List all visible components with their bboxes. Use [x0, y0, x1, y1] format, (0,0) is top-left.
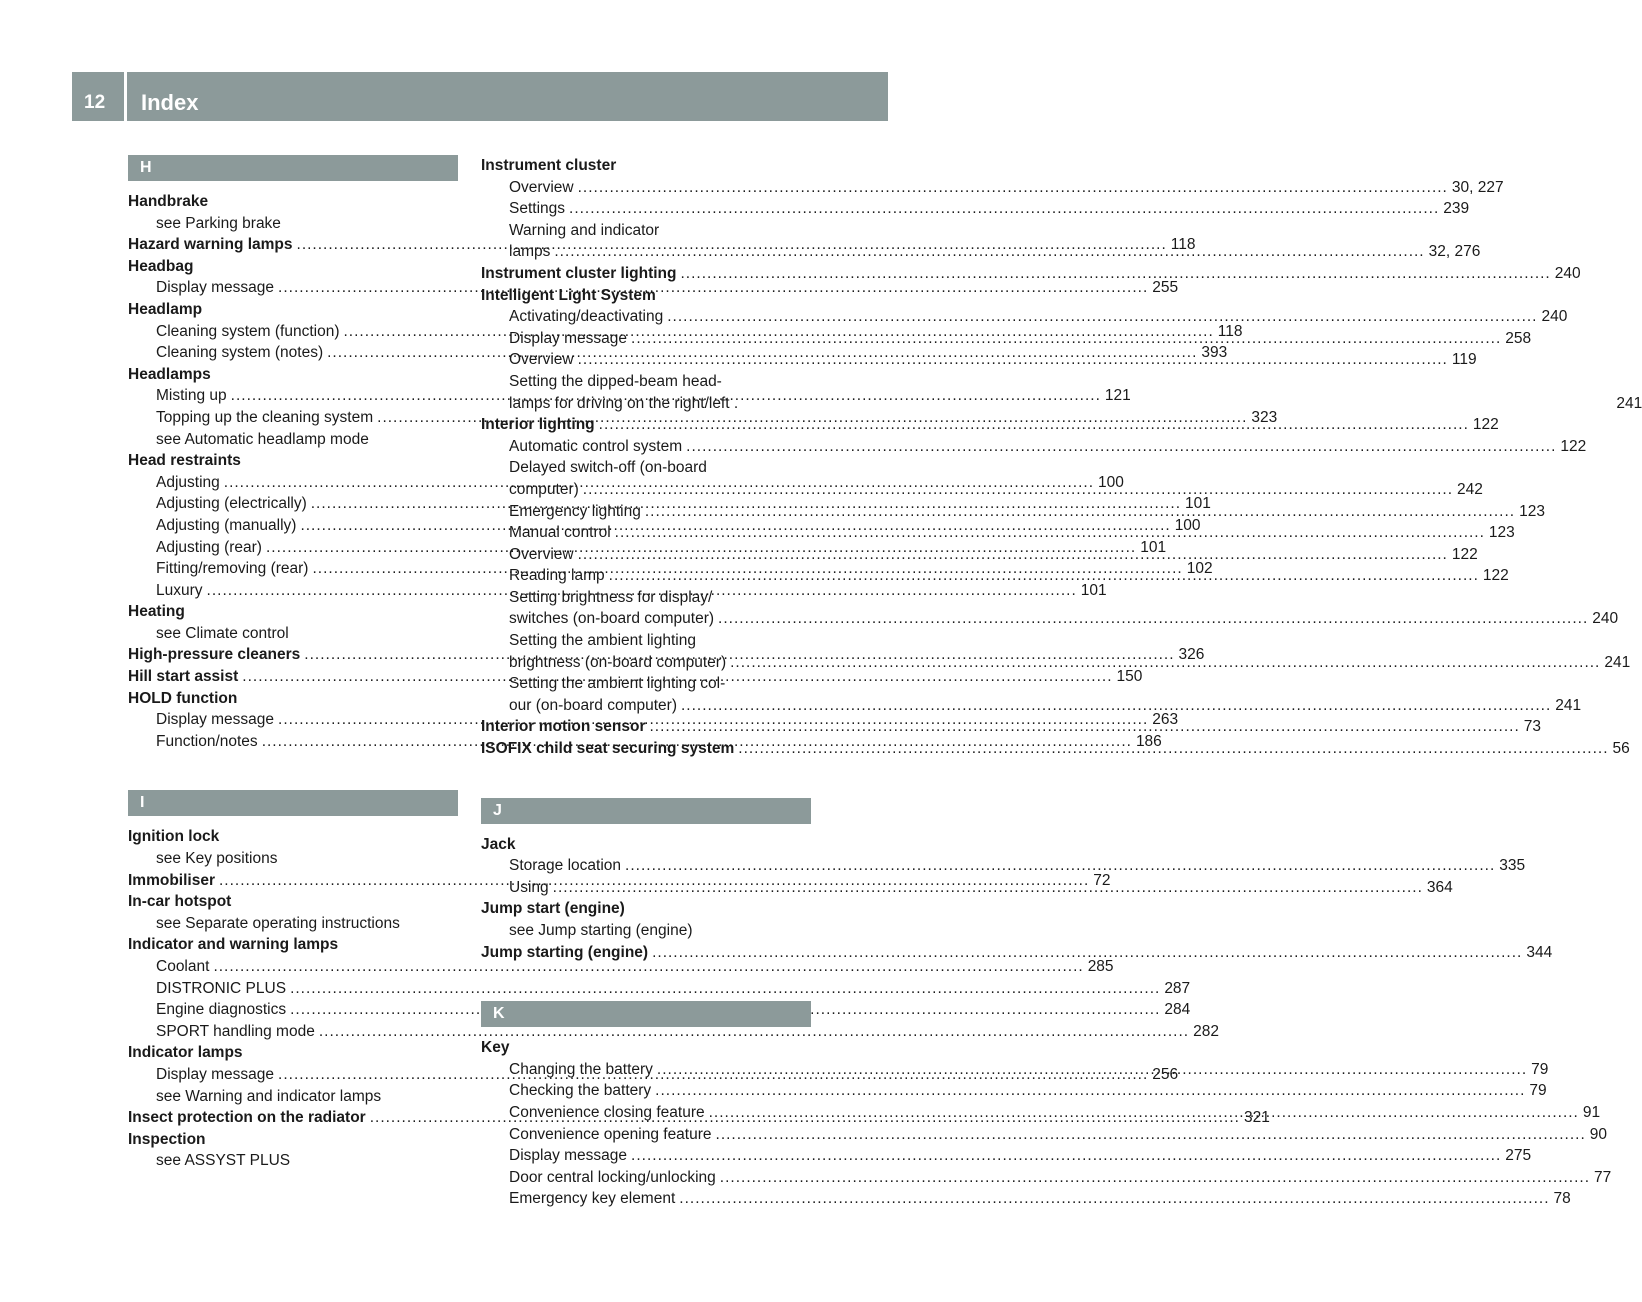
index-subentry-label: Settings [509, 200, 566, 218]
page-reference[interactable]: 284 [1164, 1001, 1191, 1019]
page-reference[interactable]: 393 [1201, 344, 1228, 362]
index-subentry [128, 913, 458, 935]
index-subentry [481, 306, 1568, 328]
index-term-label: Hazard warning lamps [128, 236, 293, 254]
index-term [128, 256, 458, 278]
section-letter-heading: K [481, 1001, 811, 1027]
index-term [128, 891, 458, 913]
index-subentry [481, 855, 1526, 877]
index-term-label: Instrument cluster [481, 157, 617, 174]
index-entry [128, 891, 458, 934]
index-subentry [481, 1145, 1532, 1167]
index-subentry-label: Cleaning system (notes) [156, 344, 324, 362]
leader-dots [578, 177, 1448, 199]
leader-dots [569, 198, 1439, 220]
page-title: Index [141, 90, 199, 115]
index-subentry-label: switches (on-board computer) [509, 610, 715, 628]
page-reference[interactable]: 102 [1186, 560, 1213, 578]
leader-dots [720, 1167, 1590, 1189]
index-term [128, 299, 458, 321]
index-term-label: Instrument cluster lighting [481, 264, 677, 282]
index-subentry-label: Fitting/removing (rear) [156, 560, 309, 578]
index-subentry [481, 1124, 1608, 1146]
page-reference[interactable]: 78 [1553, 1190, 1571, 1208]
index-subentry-label: brightness (on-board computer) [509, 653, 727, 671]
page-reference[interactable]: 73 [1523, 718, 1541, 736]
index-subentry-label: Using [509, 878, 549, 896]
page-reference[interactable]: 240 [1554, 264, 1581, 282]
page-reference[interactable]: 32, 276 [1428, 243, 1481, 261]
page-reference[interactable]: 241 [1616, 394, 1642, 412]
section-gap [128, 752, 458, 790]
page-reference[interactable]: 256 [1152, 1065, 1179, 1083]
leader-dots [718, 608, 1588, 630]
index-subentry-label: Convenience closing feature [509, 1103, 705, 1121]
index-subentry-label: Overview [509, 545, 574, 563]
leader-dots [625, 855, 1495, 877]
page-reference[interactable]: 239 [1443, 200, 1470, 218]
page-reference[interactable]: 335 [1499, 857, 1526, 875]
header-divider [124, 72, 127, 121]
index-subentry-label: Checking the battery [509, 1082, 652, 1100]
index-term-label: Headlamp [128, 300, 203, 318]
index-subentry [481, 177, 1504, 199]
index-subentry [128, 623, 458, 645]
index-term [128, 1042, 458, 1064]
page-reference[interactable]: 77 [1594, 1168, 1612, 1186]
page-reference[interactable]: 123 [1519, 502, 1545, 520]
page-reference[interactable]: 255 [1152, 279, 1179, 297]
leader-dots [645, 501, 1515, 523]
index-entry [481, 942, 1553, 964]
index-subentry [128, 978, 1191, 1000]
index-term [128, 601, 458, 623]
index-term-label: Headlamps [128, 365, 211, 383]
page-reference[interactable]: 79 [1529, 1082, 1547, 1100]
page-reference[interactable]: 241 [1555, 696, 1582, 714]
index-term [481, 1037, 811, 1059]
index-subentry-label: Topping up the cleaning system [156, 408, 374, 426]
index-subentry [128, 1150, 458, 1172]
leader-dots [615, 522, 1485, 544]
index-subentry-label: see Warning and indicator lamps [156, 1087, 382, 1105]
index-subentry-label: Convenience opening feature [509, 1125, 712, 1143]
leader-dots [709, 1102, 1579, 1124]
index-subentry-label: Delayed switch-off (on-board [509, 459, 707, 477]
page-reference[interactable]: 326 [1178, 646, 1205, 664]
leader-dots [599, 414, 1469, 436]
page-reference[interactable]: 323 [1251, 408, 1278, 426]
index-term-label: High-pressure cleaners [128, 646, 301, 664]
page-reference[interactable]: 287 [1164, 979, 1191, 997]
page-reference[interactable]: 275 [1505, 1147, 1532, 1165]
index-entry [128, 191, 458, 234]
index-subentry-label: Function/notes [156, 732, 258, 750]
index-subentry-label: Luxury [156, 581, 203, 599]
index-term [128, 934, 458, 956]
section-letter-heading: H [128, 155, 458, 181]
index-term [128, 234, 1196, 256]
page-reference[interactable]: 364 [1426, 878, 1453, 896]
index-term [128, 364, 458, 386]
index-subentry-label: Warning and indicator [509, 221, 660, 239]
leader-dots [716, 1124, 1586, 1146]
index-term [481, 942, 1553, 964]
page-number: 12 [84, 92, 106, 113]
index-entry [128, 601, 458, 644]
index-term-label: Interior lighting [481, 416, 595, 434]
index-subentry [481, 198, 1470, 220]
index-subentry [481, 1167, 1612, 1189]
index-subentry-label: Emergency lighting [509, 502, 641, 520]
index-subentry [481, 630, 811, 652]
page-reference[interactable]: 118 [1217, 322, 1243, 340]
index-term [128, 688, 458, 710]
page-reference[interactable]: 263 [1152, 711, 1179, 729]
index-subentry [128, 429, 458, 451]
leader-dots [679, 1188, 1549, 1210]
index-term [128, 450, 458, 472]
index-subentry-label: Door central locking/unlocking [509, 1168, 716, 1186]
index-subentry-label: Adjusting (electrically) [156, 495, 307, 513]
index-subentry-label: Misting up [156, 387, 227, 405]
leader-dots [631, 328, 1501, 350]
index-term [481, 263, 1581, 285]
index-subentry-label: Display message [509, 329, 628, 347]
index-subentry-label: SPORT handling mode [156, 1022, 315, 1040]
index-term-label: Heating [128, 603, 185, 621]
index-subentry-label: see Separate operating instructions [156, 914, 400, 932]
section-letter-heading: I [128, 790, 458, 816]
index-subentry-label: lamps for driving on the right/left . [509, 394, 739, 412]
index-term [481, 834, 811, 856]
leader-dots [578, 544, 1448, 566]
page-reference[interactable]: 123 [1488, 524, 1515, 542]
index-subentry [128, 213, 458, 235]
page-reference[interactable]: 72 [1093, 871, 1111, 889]
index-subentry-label: Emergency key element [509, 1190, 676, 1208]
index-subentry [481, 371, 811, 393]
index-term-label: Intelligent Light System [481, 286, 656, 304]
page-reference[interactable]: 240 [1592, 610, 1619, 628]
index-term [128, 826, 458, 848]
index-subentry-label: Display message [156, 279, 275, 297]
leader-dots [730, 652, 1600, 674]
leader-dots [686, 436, 1556, 458]
index-term-label: Handbrake [128, 193, 209, 210]
section-gap [481, 963, 811, 1001]
index-subentry [481, 1188, 1571, 1210]
leader-dots [655, 1080, 1525, 1102]
page-reference[interactable]: 101 [1080, 581, 1107, 599]
index-subentry-label: Display message [156, 1065, 275, 1083]
index-subentry-label: see Jump starting (engine) [509, 922, 693, 939]
index-term-label: HOLD function [128, 689, 238, 707]
leader-dots [609, 565, 1479, 587]
index-subentry-label: Engine diagnostics [156, 1001, 287, 1019]
index-subentry-label: Adjusting (manually) [156, 516, 297, 534]
index-subentry-label: lamps [509, 243, 551, 261]
leader-dots [657, 1059, 1527, 1081]
index-subentry [481, 1080, 1547, 1102]
page-reference[interactable]: 119 [1451, 351, 1477, 369]
index-term-label: Inspection [128, 1130, 206, 1148]
index-subentry [128, 848, 458, 870]
page-reference[interactable]: 122 [1472, 416, 1499, 434]
index-term-label: Headbag [128, 257, 194, 275]
index-subentry-label: Manual control [509, 524, 611, 542]
leader-dots [553, 877, 1423, 899]
page-reference[interactable]: 91 [1582, 1103, 1601, 1121]
section-letter-heading: J [481, 798, 811, 824]
index-term-label: Jump start (engine) [481, 900, 625, 918]
index-term [128, 1129, 458, 1151]
index-subentry-label: Changing the battery [509, 1060, 653, 1078]
index-subentry-label: DISTRONIC PLUS [156, 979, 287, 997]
index-subentry [481, 587, 811, 609]
index-term-label: In-car hotspot [128, 893, 232, 911]
index-subentry-label: Automatic control system [509, 437, 683, 455]
index-subentry [128, 999, 1191, 1021]
page-reference[interactable]: 285 [1087, 958, 1114, 975]
leader-dots [738, 738, 1608, 760]
page-reference[interactable]: 100 [1098, 473, 1124, 491]
page-reference[interactable]: 344 [1526, 943, 1553, 961]
index-subentry [481, 673, 811, 695]
index-term-label: Key [481, 1039, 510, 1057]
index-subentry [481, 608, 1619, 630]
leader-dots [680, 263, 1550, 285]
page-reference[interactable]: 90 [1589, 1125, 1608, 1143]
page-reference[interactable]: 122 [1560, 437, 1587, 455]
page-reference[interactable]: 321 [1243, 1109, 1270, 1127]
index-subentry-label: Adjusting [156, 473, 220, 491]
index-subentry-label: Overview [509, 351, 574, 369]
index-subentry-label: Cleaning system (function) [156, 322, 340, 340]
index-term-label: Indicator and warning lamps [128, 936, 339, 954]
index-subentry [481, 695, 1582, 717]
index-subentry [128, 1021, 1219, 1043]
leader-dots [681, 695, 1551, 717]
page-reference[interactable]: 100 [1174, 516, 1201, 534]
index-term-label: Indicator lamps [128, 1044, 243, 1062]
index-subentry-label: Display message [509, 1147, 628, 1165]
page-reference[interactable]: 186 [1135, 732, 1162, 750]
index-subentry-label: see ASSYST PLUS [156, 1152, 291, 1170]
index-entry [481, 898, 811, 941]
index-term-label: Immobiliser [128, 871, 215, 889]
index-term-label: Head restraints [128, 452, 241, 470]
index-subentry-label: see Parking brake [156, 214, 281, 232]
index-subentry-label: Coolant [156, 958, 210, 975]
page-reference[interactable]: 56 [1612, 740, 1630, 758]
index-subentry-label: Display message [156, 711, 275, 729]
leader-dots [631, 1145, 1501, 1167]
index-entry [128, 826, 458, 869]
page-reference[interactable]: 122 [1482, 567, 1509, 585]
leader-dots [650, 716, 1520, 738]
index-subentry-label: computer) [509, 480, 579, 498]
page-reference[interactable]: 240 [1541, 308, 1568, 326]
index-subentry-label: Setting the dipped-beam head- [509, 372, 722, 390]
page-header [72, 72, 888, 121]
index-entry [481, 263, 1581, 285]
page-reference[interactable]: 121 [1104, 387, 1131, 405]
index-subentry-label: Adjusting (rear) [156, 538, 262, 556]
page-reference[interactable]: 242 [1457, 480, 1483, 498]
index-term-label: Insect protection on the radiator [128, 1109, 366, 1127]
index-term [481, 155, 811, 177]
page-reference[interactable]: 30, 227 [1451, 178, 1504, 196]
leader-dots [554, 241, 1424, 263]
leader-dots [583, 479, 1453, 501]
index-term [481, 285, 811, 307]
index-subentry [481, 920, 811, 942]
index-subentry [128, 1086, 458, 1108]
index-subentry-label: Storage location [509, 857, 622, 875]
page-reference[interactable]: 258 [1505, 329, 1532, 347]
index-term-label: Jump starting (engine) [481, 943, 649, 961]
index-term [128, 191, 458, 213]
index-subentry-label: Setting the ambient lighting col- [509, 675, 726, 693]
index-term-label: ISOFIX child seat securing system [481, 740, 735, 758]
index-term-label: Ignition lock [128, 828, 220, 846]
index-term [481, 898, 811, 920]
page-reference[interactable]: 101 [1140, 538, 1167, 556]
page-reference[interactable]: 118 [1170, 236, 1196, 254]
index-subentry-label: see Key positions [156, 850, 278, 868]
index-subentry-label: Reading lamp [509, 567, 605, 585]
page-reference[interactable]: 282 [1193, 1022, 1219, 1040]
index-subentry-label: Setting brightness for display/ [509, 588, 713, 606]
index-subentry-label: see Automatic headlamp mode [156, 430, 369, 448]
index-subentry-label: Setting the ambient lighting [509, 632, 696, 650]
index-entry [128, 234, 1196, 256]
index-term-label: Jack [481, 835, 516, 853]
index-subentry-label: Overview [509, 178, 574, 196]
section-gap [481, 760, 811, 798]
index-subentry [128, 956, 1114, 978]
page-reference[interactable]: 241 [1604, 653, 1631, 671]
leader-dots [652, 942, 1522, 964]
page-reference[interactable]: 101 [1185, 495, 1211, 513]
index-subentry [481, 436, 1587, 458]
index-term-label: Hill start assist [128, 668, 239, 686]
index-subentry-label: our (on-board computer) [509, 696, 677, 714]
index-entry [128, 1129, 458, 1172]
leader-dots [578, 349, 1448, 371]
leader-dots [667, 306, 1537, 328]
page-reference[interactable]: 150 [1116, 668, 1143, 686]
index-subentry-label: Activating/deactivating [509, 308, 664, 326]
index-subentry [481, 457, 811, 479]
index-subentry [481, 220, 811, 242]
page-reference[interactable]: 79 [1531, 1060, 1549, 1078]
page-reference[interactable]: 122 [1451, 545, 1478, 563]
index-term-label: Interior motion sensor [481, 718, 646, 736]
index-subentry-label: see Climate control [156, 624, 289, 642]
